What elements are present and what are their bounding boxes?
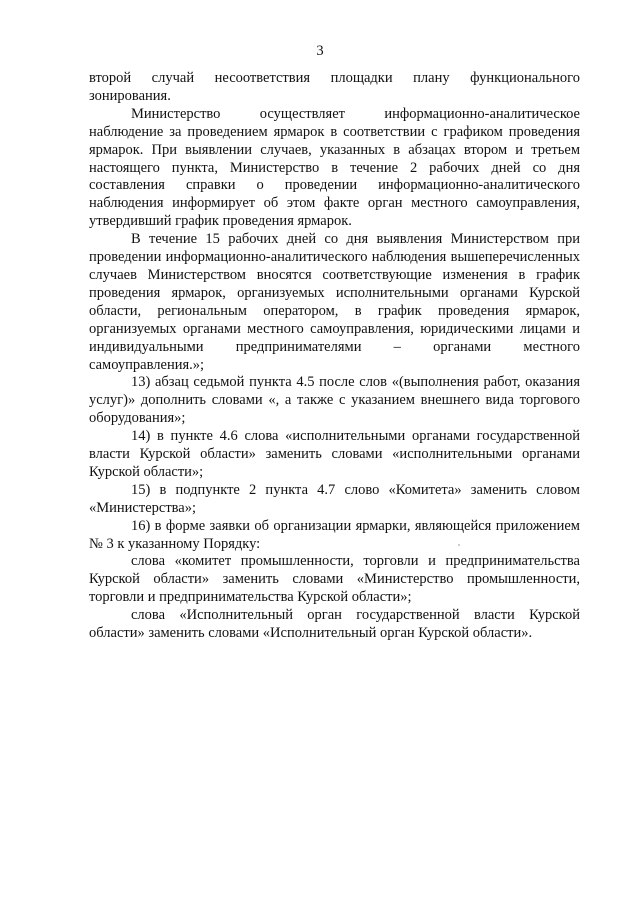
- paragraph-item-14: 14) в пункте 4.6 слова «исполнительными органами государственной власти Курской области» заменить словами «исполнительными органами Курской области»;: [89, 428, 580, 480]
- document-body: [89, 70, 580, 643]
- paragraph-zoning-continuation: второй случай несоответствия площадки плану функционального зонирования.: [89, 70, 580, 104]
- paragraph-item-15: 15) в подпункте 2 пункта 4.7 слово «Комитета» заменить словом «Министерства»;: [89, 481, 580, 516]
- scan-speck: [458, 544, 460, 546]
- paragraph-item-16: 16) в форме заявки об организации ярмарки, являющейся приложением № 3 к указанному Порядку:: [89, 517, 580, 552]
- paragraph-ministry-monitoring: Министерство осуществляет информационно-аналитическое наблюдение за проведением ярмарок в соответствии с графиком проведения ярмарок. При выявлении случаев, указанных в абзацах втором и третьем настоящего пункта, Министерство в течение 2 рабочих дней со дня составления справки о проведении информационно-аналитического наблюдения информирует об этом факте орган местного самоуправления, утвердивший график проведения ярмарок.: [89, 105, 580, 230]
- paragraph-schedule-changes: В течение 15 рабочих дней со дня выявления Министерством при проведении информационно-аналитического наблюдения вышеперечисленных случаев Министерством вносятся соответствующие изменения в график проведения ярмарок, организуемых исполнительными органами Курской области, региональным оператором, в график проведения ярмарок, организуемых органами местного самоуправления, юридическими лицами и индивидуальными предпринимателями – органами местного самоуправления.»;: [89, 231, 580, 373]
- paragraph-committee-replacement: слова «комитет промышленности, торговли и предпринимательства Курской области» заменить словами «Министерство промышленности, торговли и предпринимательства Курской области»;: [89, 553, 580, 606]
- paragraph-item-13: 13) абзац седьмой пункта 4.5 после слов «(выполнения работ, оказания услуг)» дополнить словами «, а также с указанием внешнего вида торгового оборудования»;: [89, 374, 580, 427]
- paragraph-executive-body-replacement: слова «Исполнительный орган государственной власти Курской области» заменить словами «Исполнительный орган Курской области».: [89, 607, 580, 642]
- page-number: 3: [316, 43, 324, 59]
